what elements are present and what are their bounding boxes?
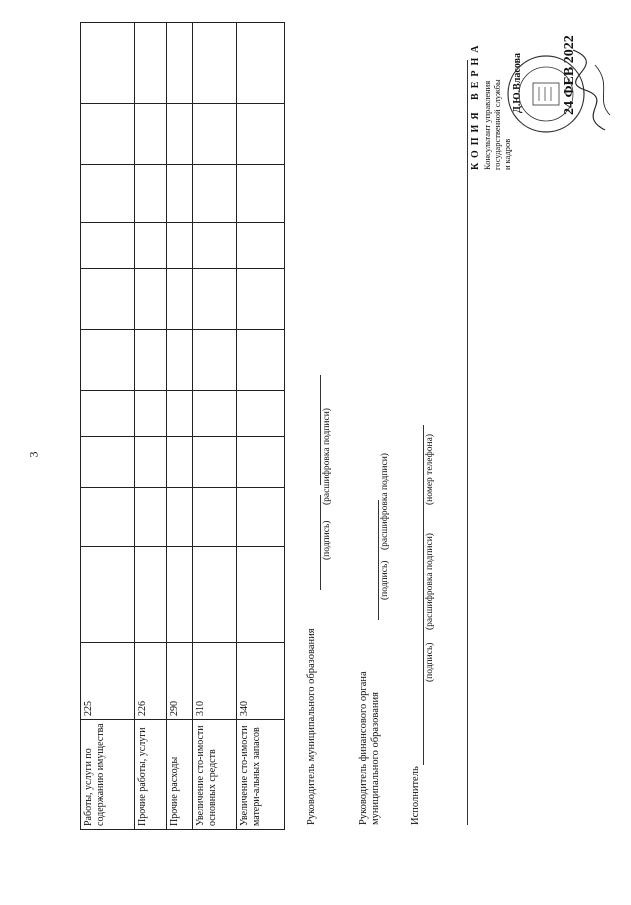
empty-cell — [237, 547, 285, 643]
empty-cell — [237, 488, 285, 547]
empty-cell — [135, 488, 167, 547]
row-name-cell: Прочие работы, услуги — [135, 720, 167, 830]
row-code-cell: 310 — [193, 643, 237, 720]
head-signature-label: Руководитель муниципального образования — [306, 628, 317, 825]
empty-cell — [135, 165, 167, 223]
certification-line1: Консультант управления — [482, 80, 492, 170]
table-row — [167, 23, 193, 830]
table-row — [237, 23, 285, 830]
executor-signature-line — [423, 425, 424, 765]
empty-cell — [193, 437, 237, 488]
table-row — [135, 23, 167, 830]
empty-cell — [237, 165, 285, 223]
empty-cell — [81, 488, 135, 547]
head-signature-line — [320, 495, 321, 590]
empty-cell — [81, 269, 135, 330]
empty-cell — [135, 104, 167, 165]
empty-cell — [135, 391, 167, 437]
empty-cell — [81, 223, 135, 269]
empty-cell — [193, 223, 237, 269]
empty-cell — [81, 23, 135, 104]
empty-cell — [193, 165, 237, 223]
row-name-cell: Увеличение сто-имости матери-альных запасов — [237, 720, 285, 830]
executor-label: Исполнитель — [410, 766, 421, 825]
empty-cell — [167, 547, 193, 643]
budget-table — [80, 22, 285, 830]
empty-cell — [237, 23, 285, 104]
certification-rule — [467, 60, 468, 825]
finance-signature-label-line2: муниципального образования — [370, 692, 381, 825]
empty-cell — [193, 391, 237, 437]
empty-cell — [193, 330, 237, 391]
empty-cell — [193, 104, 237, 165]
table-row — [193, 23, 237, 830]
empty-cell — [237, 437, 285, 488]
empty-cell — [167, 269, 193, 330]
empty-cell — [167, 391, 193, 437]
finance-signature-line — [378, 500, 379, 620]
finance-sign-caption: (подпись) — [380, 560, 390, 600]
empty-cell — [193, 23, 237, 104]
empty-cell — [81, 104, 135, 165]
handwritten-signature — [565, 45, 620, 135]
finance-decode-caption: (расшифровка подписи) — [380, 453, 390, 550]
empty-cell — [81, 547, 135, 643]
empty-cell — [167, 330, 193, 391]
empty-cell — [81, 165, 135, 223]
executor-phone-caption: (номер телефона) — [425, 434, 435, 505]
empty-cell — [167, 165, 193, 223]
certification-date: 24 ФЕВ 2022 — [562, 35, 577, 115]
head-sign-caption: (подпись) — [322, 520, 332, 560]
empty-cell — [193, 547, 237, 643]
copy-mark: КОПИЯ ВЕРНА — [470, 40, 481, 170]
empty-cell — [135, 330, 167, 391]
empty-cell — [193, 488, 237, 547]
empty-cell — [237, 269, 285, 330]
empty-cell — [237, 391, 285, 437]
row-name-cell: Увеличение сто-имости основных средств — [193, 720, 237, 830]
table-row — [81, 23, 135, 830]
row-code-cell: 340 — [237, 643, 285, 720]
head-decode-caption: (расшифровка подписи) — [322, 408, 332, 505]
empty-cell — [81, 330, 135, 391]
empty-cell — [167, 488, 193, 547]
certifier-name: Д.Ю.Власова — [512, 52, 523, 113]
executor-decode-caption: (расшифровка подписи) — [425, 533, 435, 630]
empty-cell — [167, 23, 193, 104]
empty-cell — [237, 330, 285, 391]
empty-cell — [135, 547, 167, 643]
certification-line3: и кадров — [502, 138, 512, 170]
finance-signature-label-line1: Руководитель финансового органа — [358, 671, 369, 825]
row-name-cell: Работы, услуги по содержанию имущества — [81, 720, 135, 830]
empty-cell — [81, 437, 135, 488]
empty-cell — [135, 23, 167, 104]
empty-cell — [135, 223, 167, 269]
empty-cell — [135, 269, 167, 330]
head-decode-line — [320, 375, 321, 485]
empty-cell — [167, 223, 193, 269]
executor-sign-caption: (подпись) — [425, 642, 435, 682]
row-name-cell: Прочие расходы — [167, 720, 193, 830]
row-code-cell: 290 — [167, 643, 193, 720]
empty-cell — [193, 269, 237, 330]
empty-cell — [167, 437, 193, 488]
empty-cell — [81, 391, 135, 437]
row-code-cell: 226 — [135, 643, 167, 720]
empty-cell — [167, 104, 193, 165]
page-number: 3 — [26, 451, 41, 458]
empty-cell — [237, 223, 285, 269]
row-code-cell: 225 — [81, 643, 135, 720]
empty-cell — [237, 104, 285, 165]
certification-line2: государственной службы — [492, 79, 502, 170]
empty-cell — [135, 437, 167, 488]
